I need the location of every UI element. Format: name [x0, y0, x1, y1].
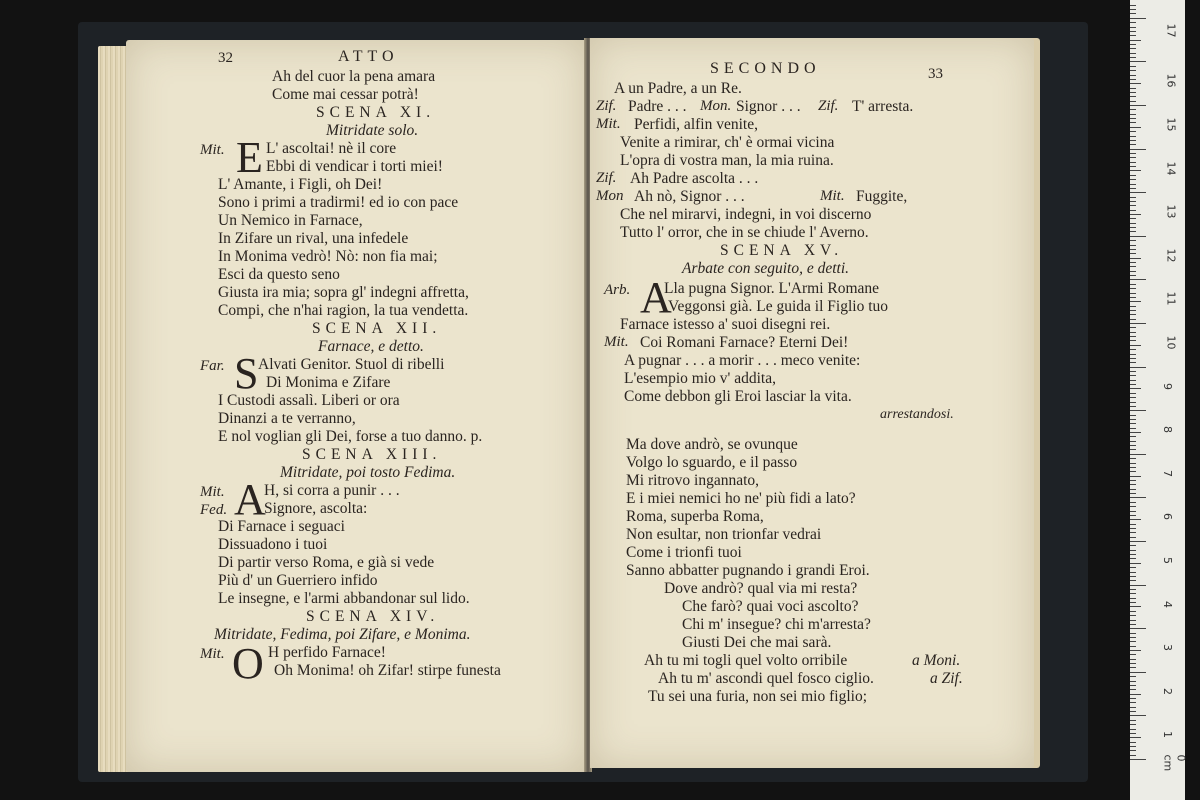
verse-line: Non esultar, non trionfar vedrai: [626, 526, 822, 543]
ruler-tick: [1130, 733, 1136, 734]
speaker-label: Far.: [200, 358, 225, 374]
ruler-tick: [1130, 262, 1136, 263]
verse-line: Le insegne, e l'armi abbandonar sul lido.: [218, 590, 470, 607]
scene-heading: SCENA XII.: [312, 320, 442, 337]
ruler-tick: [1130, 319, 1136, 320]
ruler-tick: [1130, 122, 1136, 123]
ruler-label: 15: [1164, 117, 1178, 132]
ruler-tick: [1130, 541, 1146, 542]
verse-line: L'esempio mio v' addita,: [624, 370, 776, 387]
verse-line: L' Amante, i Figli, oh Dei!: [218, 176, 383, 193]
verse-line: Che nel mirarvi, indegni, in voi discerno: [620, 206, 872, 223]
ruler-label: 7: [1161, 470, 1174, 477]
ruler-tick: [1130, 35, 1136, 36]
left-page: [126, 40, 585, 772]
verse-line: H, si corra a punir . . .: [264, 482, 400, 499]
speaker-label: Mit.: [200, 646, 225, 662]
verse-line: Ah nò, Signor . . .: [634, 188, 745, 205]
stage-direction: a Moni.: [912, 652, 961, 669]
speaker-label: Mit.: [604, 334, 629, 350]
ruler-tick: [1130, 441, 1136, 442]
verse-line: Come mai cessar potrà!: [272, 86, 419, 103]
ruler-tick: [1130, 384, 1136, 385]
ruler-tick: [1130, 380, 1136, 381]
verse-line: Ebbi di vendicar i torti miei!: [266, 158, 443, 175]
verse-line: Signore, ascolta:: [264, 500, 368, 517]
ruler-tick: [1130, 471, 1136, 472]
ruler-tick: [1130, 336, 1136, 337]
ruler-label: 4: [1161, 601, 1174, 608]
ruler-tick: [1130, 524, 1136, 525]
ruler-tick: [1130, 284, 1136, 285]
ruler-tick: [1130, 314, 1136, 315]
verse-line: Mi ritrovo ingannato,: [626, 472, 760, 489]
ruler-tick: [1130, 210, 1136, 211]
ruler-tick: [1130, 432, 1141, 433]
ruler-tick: [1130, 628, 1146, 629]
ruler-tick: [1130, 445, 1136, 446]
ruler-tick: [1130, 641, 1136, 642]
verse-line: Ah del cuor la pena amara: [272, 68, 436, 85]
ruler-tick: [1130, 136, 1136, 137]
ruler-tick: [1130, 253, 1136, 254]
ruler-tick: [1130, 615, 1136, 616]
ruler-tick: [1130, 402, 1136, 403]
ruler-tick: [1130, 44, 1136, 45]
ruler-tick: [1130, 585, 1146, 586]
ruler-tick: [1130, 236, 1146, 237]
ruler-tick: [1130, 297, 1136, 298]
ruler-tick: [1130, 306, 1136, 307]
ruler-tick: [1130, 759, 1146, 760]
ruler-tick: [1130, 184, 1136, 185]
ruler-tick: [1130, 166, 1136, 167]
ruler-tick: [1130, 528, 1136, 529]
ruler-tick: [1130, 567, 1136, 568]
ruler-tick: [1130, 724, 1136, 725]
ruler-tick: [1130, 667, 1136, 668]
verse-line: Come i trionfi tuoi: [626, 544, 742, 561]
ruler-tick: [1130, 327, 1136, 328]
ruler-tick: [1130, 271, 1136, 272]
ruler-tick: [1130, 231, 1136, 232]
verse-line: Roma, superba Roma,: [626, 508, 764, 525]
ruler-tick: [1130, 606, 1141, 607]
verse-line: Un Nemico in Farnace,: [218, 212, 363, 229]
ruler-tick: [1130, 323, 1146, 324]
verse-line: Sanno abbatter pugnando i grandi Eroi.: [626, 562, 870, 579]
verse-line: Di partir verso Roma, e già si vede: [218, 554, 435, 571]
ruler-tick: [1130, 711, 1136, 712]
ruler-tick: [1130, 476, 1141, 477]
page-number: 32: [218, 50, 233, 66]
ruler-label: 5: [1161, 557, 1174, 564]
speaker-label: Mit.: [596, 116, 621, 132]
ruler-tick: [1130, 715, 1146, 716]
ruler-tick: [1130, 27, 1136, 28]
ruler-tick: [1130, 192, 1146, 193]
ruler-tick: [1130, 245, 1136, 246]
ruler-tick: [1130, 742, 1136, 743]
ruler-tick: [1130, 258, 1141, 259]
ruler-tick: [1130, 729, 1136, 730]
ruler-label: 8: [1161, 426, 1174, 433]
ruler-tick: [1130, 57, 1136, 58]
ruler-tick: [1130, 550, 1136, 551]
ruler-tick: [1130, 637, 1136, 638]
verse-line: Come debbon gli Eroi lasciar la vita.: [624, 388, 852, 405]
scene-heading: SCENA XIII.: [302, 446, 442, 463]
verse-line: Dove andrò? qual via mi resta?: [664, 580, 858, 597]
ruler-tick: [1130, 502, 1136, 503]
ruler-tick: [1130, 5, 1136, 6]
ruler-tick: [1130, 410, 1146, 411]
verse-line: L'opra di vostra man, la mia ruina.: [620, 152, 834, 169]
ruler-tick: [1130, 419, 1136, 420]
ruler-tick: [1130, 332, 1136, 333]
ruler-tick: [1130, 75, 1136, 76]
ruler-tick: [1130, 127, 1141, 128]
ruler-tick: [1130, 694, 1141, 695]
ruler-tick: [1130, 214, 1141, 215]
running-head: ATTO: [338, 48, 399, 65]
ruler-label: 17: [1164, 23, 1178, 38]
ruler-tick: [1130, 545, 1136, 546]
ruler-tick: [1130, 393, 1136, 394]
ruler-tick: [1130, 388, 1141, 389]
verse-line: Dissuadono i tuoi: [218, 536, 328, 553]
ruler-tick: [1130, 105, 1146, 106]
ruler-tick: [1130, 746, 1136, 747]
ruler-tick: [1130, 563, 1141, 564]
ruler-label: 14: [1164, 161, 1178, 176]
ruler-tick: [1130, 109, 1136, 110]
verse-line: Esci da questo seno: [218, 266, 340, 283]
ruler-tick: [1130, 493, 1136, 494]
page-number: 33: [928, 66, 943, 82]
ruler-tick: [1130, 179, 1136, 180]
ruler-tick: [1130, 358, 1136, 359]
ruler-tick: [1130, 685, 1136, 686]
verse-line: Perfidi, alfin venite,: [634, 116, 758, 133]
ruler-tick: [1130, 354, 1136, 355]
ruler-tick: [1130, 79, 1136, 80]
ruler-tick: [1130, 70, 1136, 71]
speaker-label: Zif.: [596, 170, 617, 186]
ruler-tick: [1130, 463, 1136, 464]
ruler-tick: [1130, 611, 1136, 612]
ruler-tick: [1130, 340, 1136, 341]
ruler-tick: [1130, 480, 1136, 481]
verse-line: Coi Romani Farnace? Eterni Dei!: [640, 334, 849, 351]
ruler-tick: [1130, 227, 1136, 228]
ruler-label: 3: [1161, 644, 1174, 651]
ruler-tick: [1130, 506, 1136, 507]
ruler-label: 0 cm: [1161, 754, 1188, 772]
ruler-tick: [1130, 40, 1141, 41]
ruler-tick: [1130, 197, 1136, 198]
verse-line: Sono i primi a tradirmi! ed io con pace: [218, 194, 459, 211]
ruler-tick: [1130, 454, 1146, 455]
ruler-tick: [1130, 114, 1136, 115]
ruler-tick: [1130, 170, 1141, 171]
verse-line: Farnace istesso a' suoi disegni rei.: [620, 316, 831, 333]
ruler-tick: [1130, 249, 1136, 250]
stage-direction: Arbate con seguito, e detti.: [682, 260, 850, 277]
ruler-tick: [1130, 467, 1136, 468]
speaker-label: Arb.: [604, 282, 631, 298]
drop-cap: O: [232, 639, 264, 688]
verse-line: H perfido Farnace!: [268, 644, 386, 661]
ruler-tick: [1130, 689, 1136, 690]
verse-line: Giusti Dei che mai sarà.: [682, 634, 832, 651]
verse-line: L' ascoltai! nè il core: [266, 140, 397, 157]
stage-direction: Mitridate solo.: [326, 122, 419, 139]
verse-line: Venite a rimirar, ch' è ormai vicina: [620, 134, 835, 151]
ruler-label: 11: [1164, 291, 1178, 306]
ruler-tick: [1130, 576, 1136, 577]
ruler-tick: [1130, 624, 1136, 625]
ruler-tick: [1130, 345, 1141, 346]
verse-line: Signor . . .: [736, 98, 801, 115]
ruler-tick: [1130, 702, 1136, 703]
ruler-tick: [1130, 633, 1136, 634]
ruler-tick: [1130, 205, 1136, 206]
verse-line: T' arresta.: [852, 98, 914, 115]
ruler-tick: [1130, 240, 1136, 241]
ruler-tick: [1130, 589, 1136, 590]
ruler-tick: [1130, 162, 1136, 163]
ruler-label: 12: [1164, 248, 1178, 263]
stage-direction: a Zif.: [930, 670, 963, 687]
ruler-tick: [1130, 18, 1146, 19]
ruler-tick: [1130, 650, 1141, 651]
verse-line: I Custodi assalì. Liberi or ora: [218, 392, 400, 409]
ruler-tick: [1130, 489, 1136, 490]
verse-line: Dinanzi a te verranno,: [218, 410, 356, 427]
ruler-label: 1: [1161, 731, 1174, 738]
ruler-label: 13: [1164, 204, 1178, 219]
ruler-tick: [1130, 118, 1136, 119]
drop-cap: A: [640, 273, 672, 322]
speaker-label: Mit.: [200, 142, 225, 158]
stage-direction: Mitridate, Fedima, poi Zifare, e Monima.: [214, 626, 471, 643]
ruler-label: 16: [1164, 73, 1178, 88]
verse-line: A pugnar . . . a morir . . . meco venite:: [624, 352, 861, 369]
verse-line: Ma dove andrò, se ovunque: [626, 436, 798, 453]
ruler-tick: [1130, 144, 1136, 145]
stage-direction: Mitridate, poi tosto Fedima.: [280, 464, 456, 481]
right-page: [590, 38, 1034, 768]
ruler-tick: [1130, 672, 1146, 673]
ruler-tick: [1130, 681, 1136, 682]
ruler-tick: [1130, 201, 1136, 202]
ruler-tick: [1130, 515, 1136, 516]
ruler-tick: [1130, 9, 1136, 10]
ruler-tick: [1130, 175, 1136, 176]
ruler-tick: [1130, 140, 1136, 141]
speaker-label: Fed.: [200, 502, 228, 518]
ruler-tick: [1130, 288, 1136, 289]
ruler-tick: [1130, 572, 1136, 573]
ruler-tick: [1130, 720, 1136, 721]
verse-line: Compi, che n'hai ragion, la tua vendetta.: [218, 302, 469, 319]
speaker-label: Mit.: [200, 484, 225, 500]
ruler-tick: [1130, 511, 1136, 512]
ruler-tick: [1130, 737, 1141, 738]
ruler-tick: [1130, 750, 1136, 751]
ruler-tick: [1130, 428, 1136, 429]
running-head: SECONDO: [710, 60, 821, 77]
verse-line: Tutto l' orror, che in se chiude l' Averno.: [620, 224, 869, 241]
ruler-label: 2: [1161, 688, 1174, 695]
stage-direction: Farnace, e detto.: [318, 338, 424, 355]
ruler-tick: [1130, 371, 1136, 372]
verse-line: Padre . . .: [628, 98, 687, 115]
ruler-tick: [1130, 96, 1136, 97]
ruler-tick: [1130, 223, 1136, 224]
ruler-tick: [1130, 397, 1136, 398]
verse-line: Veggonsi già. Le guida il Figlio tuo: [668, 298, 888, 315]
scene-heading: SCENA XI.: [316, 104, 436, 121]
verse-line: Tu sei una furia, non sei mio figlio;: [648, 688, 867, 705]
ruler-tick: [1130, 519, 1141, 520]
ruler-tick: [1130, 646, 1136, 647]
ruler-tick: [1130, 275, 1136, 276]
ruler-tick: [1130, 406, 1136, 407]
ruler-tick: [1130, 157, 1136, 158]
ruler-tick: [1130, 88, 1136, 89]
ruler-tick: [1130, 620, 1136, 621]
ruler-tick: [1130, 375, 1136, 376]
verse-line: Giusta ira mia; sopra gl' indegni affretta,: [218, 284, 469, 301]
ruler-tick: [1130, 153, 1136, 154]
speaker-label: Mon.: [700, 98, 732, 114]
ruler-tick: [1130, 580, 1136, 581]
ruler-tick: [1130, 707, 1136, 708]
verse-line: Oh Monima! oh Zifar! stirpe funesta: [274, 662, 501, 679]
ruler-tick: [1130, 537, 1136, 538]
verse-line: Ah tu m' ascondi quel fosco ciglio.: [658, 670, 874, 687]
verse-line: In Zifare un rival, una infedele: [218, 230, 409, 247]
ruler-tick: [1130, 293, 1136, 294]
verse-line: Volgo lo sguardo, e il passo: [626, 454, 798, 471]
verse-line: Ah tu mi togli quel volto orribile: [644, 652, 848, 669]
ruler-tick: [1130, 53, 1136, 54]
verse-line: Chi m' insegue? chi m'arresta?: [682, 616, 871, 633]
ruler-tick: [1130, 532, 1136, 533]
ruler-tick: [1130, 497, 1146, 498]
ruler-tick: [1130, 663, 1136, 664]
ruler-tick: [1130, 484, 1136, 485]
ruler-tick: [1130, 755, 1136, 756]
ruler-tick: [1130, 31, 1136, 32]
verse-line: Di Farnace i seguaci: [218, 518, 345, 535]
ruler-tick: [1130, 367, 1146, 368]
ruler-tick: [1130, 131, 1136, 132]
ruler-tick: [1130, 83, 1141, 84]
ruler-tick: [1130, 458, 1136, 459]
ruler-tick: [1130, 48, 1136, 49]
ruler-tick: [1130, 449, 1136, 450]
verse-line: Che farò? quai voci ascolto?: [682, 598, 859, 615]
speaker-label: Mon: [596, 188, 624, 204]
ruler-tick: [1130, 423, 1136, 424]
speaker-label: Zif.: [596, 98, 617, 114]
ruler-tick: [1130, 22, 1136, 23]
ruler-tick: [1130, 362, 1136, 363]
scene-heading: SCENA XIV.: [306, 608, 440, 625]
ruler-tick: [1130, 602, 1136, 603]
ruler-tick: [1130, 676, 1136, 677]
ruler-tick: [1130, 436, 1136, 437]
verse-line: E nol voglian gli Dei, forse a tuo danno. p.: [218, 428, 483, 445]
verse-line: Fuggite,: [856, 188, 908, 205]
drop-cap: E: [236, 133, 263, 182]
speaker-label: Mit.: [820, 188, 845, 204]
ruler-tick: [1130, 101, 1136, 102]
verse-line: Ah Padre ascolta . . .: [630, 170, 759, 187]
ruler-tick: [1130, 218, 1136, 219]
ruler-tick: [1130, 266, 1136, 267]
ruler-tick: [1130, 188, 1136, 189]
verse-line: Alvati Genitor. Stuol di ribelli: [258, 356, 445, 373]
drop-cap: S: [234, 349, 259, 398]
ruler-label: 9: [1161, 383, 1174, 390]
ruler-tick: [1130, 598, 1136, 599]
verse-line: Di Monima e Zifare: [266, 374, 391, 391]
ruler-tick: [1130, 66, 1136, 67]
ruler-tick: [1130, 310, 1136, 311]
ruler-tick: [1130, 558, 1136, 559]
ruler-tick: [1130, 593, 1136, 594]
ruler-tick: [1130, 554, 1136, 555]
speaker-label: Zif.: [818, 98, 839, 114]
ruler-tick: [1130, 92, 1136, 93]
ruler-tick: [1130, 149, 1146, 150]
ruler-tick: [1130, 13, 1136, 14]
ruler-tick: [1130, 659, 1136, 660]
ruler-label: 10: [1164, 335, 1178, 350]
drop-cap: A: [234, 475, 266, 524]
verse-line: E i miei nemici ho ne' più fidi a lato?: [626, 490, 856, 507]
ruler-tick: [1130, 698, 1136, 699]
ruler-tick: [1130, 301, 1141, 302]
ruler-tick: [1130, 279, 1146, 280]
ruler-tick: [1130, 349, 1136, 350]
ruler-tick: [1130, 654, 1136, 655]
verse-line: In Monima vedrò! Nò: non fia mai;: [218, 248, 438, 265]
verse-line: A un Padre, a un Re.: [614, 80, 742, 97]
stage-direction: arrestandosi.: [880, 407, 954, 422]
ruler-tick: [1130, 415, 1136, 416]
verse-line: Più d' un Guerriero infido: [218, 572, 378, 589]
measuring-ruler: [1130, 0, 1188, 800]
scene-heading: SCENA XV.: [720, 242, 844, 259]
ruler-label: 6: [1161, 513, 1174, 520]
ruler-tick: [1130, 61, 1146, 62]
verse-line: Lla pugna Signor. L'Armi Romane: [664, 280, 880, 297]
